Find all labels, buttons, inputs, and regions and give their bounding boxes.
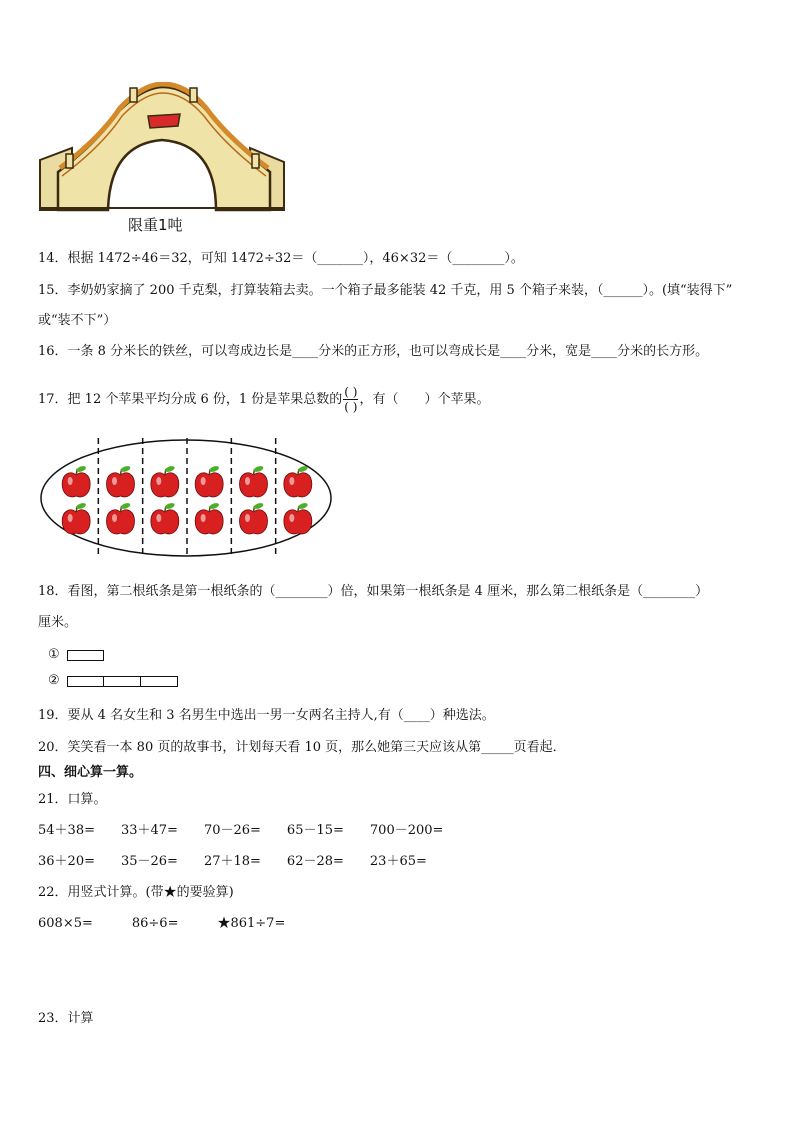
question-22: 22．用竖式计算。(带★的要验算) [38,885,234,900]
paper-strip-1 [67,650,104,661]
strip-1-label: ① [48,647,60,662]
question-18: 18．看图，第二根纸条是第一根纸条的（________）倍，如果第一根纸条是 4 厘米，那么第二根纸条是（________） [38,584,709,599]
question-15-continued: 或“装不下”） [38,313,117,328]
paper-strip-2-segment [140,676,178,687]
question-21: 21．口算。 [38,792,107,807]
bridge-caption: 限重1吨 [128,216,183,234]
fraction-blank [343,385,358,414]
question-18-continued: 厘米。 [38,615,78,630]
question-15: 15．李奶奶家摘了 200 千克梨，打算装箱去卖。一个箱子最多能装 42 千克，用 5 个箱子来装，（______）。(填“装得下” [38,283,733,298]
paper-strip-2-segment [67,676,104,687]
vertical-calc-row: 608×5= 86÷6= ★861÷7= [38,916,286,931]
question-16: 16．一条 8 分米长的铁丝，可以弯成边长是____分米的正方形，也可以弯成长是____分米，宽是____分米的长方形。 [38,344,709,359]
question-17 [38,382,490,418]
apple-figure [38,436,334,560]
question-17-suffix: ，有（ ）个苹果。 [359,392,490,407]
paper-strip-2-segment [103,676,141,687]
mental-math-row-2: 36＋20= 35－26= 27＋18= 62－28= 23＋65= [38,854,427,869]
question-17-prefix: 17．把 12 个苹果平均分成 6 份，1 份是苹果总数的 [38,392,343,407]
apple-oval [41,440,331,556]
question-19: 19．要从 4 名女生和 3 名男生中选出一男一女两名主持人,有（____）种选法。 [38,708,495,723]
question-23: 23．计算 [38,1011,94,1026]
strip-2-label: ② [48,673,60,688]
question-20: 20．笑笑看一本 80 页的故事书，计划每天看 10 页，那么她第三天应该从第_____页看起． [38,740,566,755]
bridge-figure [38,82,288,212]
mental-math-row-1: 54＋38= 33＋47= 70－26= 65－15= 700－200= [38,823,444,838]
fraction-numerator: ( ) [344,385,358,399]
question-14: 14．根据 1472÷46＝32，可知 1472÷32＝（_______），46×32＝（________）。 [38,251,524,266]
section-heading: 四、细心算一算。 [38,765,143,780]
fraction-denominator: ( ) [344,400,358,414]
